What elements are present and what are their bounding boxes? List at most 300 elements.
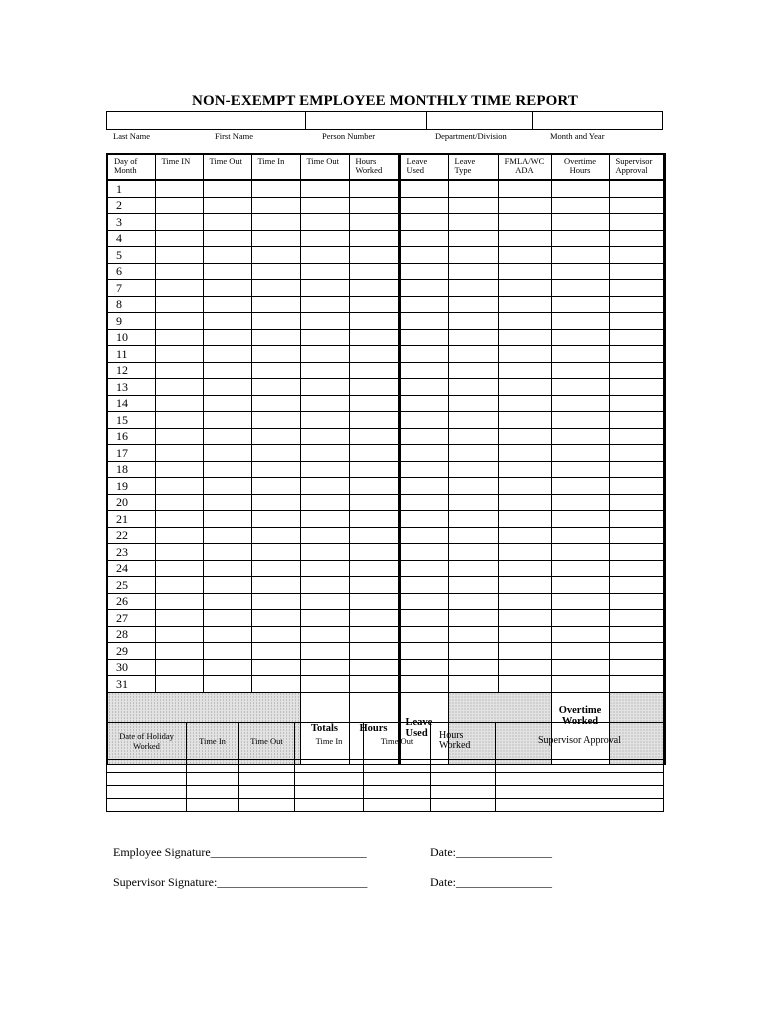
time-entry-cell[interactable]: [609, 362, 664, 379]
time-entry-cell[interactable]: [300, 180, 349, 197]
time-entry-cell[interactable]: [551, 676, 609, 693]
time-entry-cell[interactable]: [399, 461, 448, 478]
time-entry-cell[interactable]: [448, 180, 498, 197]
time-entry-cell[interactable]: [448, 544, 498, 561]
time-entry-cell[interactable]: [551, 593, 609, 610]
time-entry-cell[interactable]: [609, 346, 664, 363]
time-entry-cell[interactable]: [203, 461, 251, 478]
time-entry-cell[interactable]: [203, 527, 251, 544]
time-entry-cell[interactable]: [300, 478, 349, 495]
holiday-entry-cell[interactable]: [295, 773, 364, 786]
time-entry-cell[interactable]: [551, 494, 609, 511]
holiday-entry-cell[interactable]: [107, 773, 187, 786]
time-entry-cell[interactable]: [399, 263, 448, 280]
holiday-entry-cell[interactable]: [431, 760, 496, 773]
time-entry-cell[interactable]: [349, 247, 399, 264]
time-entry-cell[interactable]: [251, 313, 300, 330]
holiday-entry-cell[interactable]: [364, 773, 431, 786]
time-entry-cell[interactable]: [349, 643, 399, 660]
time-entry-cell[interactable]: [203, 346, 251, 363]
holiday-entry-cell[interactable]: [239, 799, 295, 812]
time-entry-cell[interactable]: [609, 247, 664, 264]
time-entry-cell[interactable]: [251, 643, 300, 660]
time-entry-cell[interactable]: [399, 313, 448, 330]
time-entry-cell[interactable]: [300, 511, 349, 528]
holiday-entry-cell[interactable]: [295, 786, 364, 799]
time-entry-cell[interactable]: [300, 676, 349, 693]
time-entry-cell[interactable]: [551, 577, 609, 594]
time-entry-cell[interactable]: [300, 329, 349, 346]
time-entry-cell[interactable]: [300, 362, 349, 379]
time-entry-cell[interactable]: [155, 362, 203, 379]
time-entry-cell[interactable]: [203, 247, 251, 264]
time-entry-cell[interactable]: [203, 643, 251, 660]
time-entry-cell[interactable]: [203, 180, 251, 197]
time-entry-cell[interactable]: [251, 511, 300, 528]
time-entry-cell[interactable]: [448, 626, 498, 643]
time-entry-cell[interactable]: [551, 461, 609, 478]
time-entry-cell[interactable]: [399, 544, 448, 561]
time-entry-cell[interactable]: [551, 329, 609, 346]
time-entry-cell[interactable]: [399, 445, 448, 462]
time-entry-cell[interactable]: [609, 643, 664, 660]
time-entry-cell[interactable]: [349, 544, 399, 561]
time-entry-cell[interactable]: [349, 230, 399, 247]
holiday-entry-cell[interactable]: [107, 760, 187, 773]
time-entry-cell[interactable]: [349, 577, 399, 594]
time-entry-cell[interactable]: [399, 296, 448, 313]
time-entry-cell[interactable]: [498, 214, 551, 231]
time-entry-cell[interactable]: [203, 445, 251, 462]
time-entry-cell[interactable]: [609, 412, 664, 429]
time-entry-cell[interactable]: [155, 214, 203, 231]
time-entry-cell[interactable]: [300, 247, 349, 264]
time-entry-cell[interactable]: [251, 412, 300, 429]
time-entry-cell[interactable]: [203, 230, 251, 247]
time-entry-cell[interactable]: [155, 379, 203, 396]
time-entry-cell[interactable]: [349, 313, 399, 330]
time-entry-cell[interactable]: [448, 643, 498, 660]
time-entry-cell[interactable]: [551, 296, 609, 313]
time-entry-cell[interactable]: [300, 230, 349, 247]
time-entry-cell[interactable]: [300, 379, 349, 396]
employee-signature-line[interactable]: Employee Signature__________________________: [113, 845, 367, 859]
time-entry-cell[interactable]: [399, 412, 448, 429]
time-entry-cell[interactable]: [551, 247, 609, 264]
time-entry-cell[interactable]: [498, 610, 551, 627]
time-entry-cell[interactable]: [300, 428, 349, 445]
holiday-entry-cell[interactable]: [187, 773, 239, 786]
time-entry-cell[interactable]: [609, 428, 664, 445]
time-entry-cell[interactable]: [609, 577, 664, 594]
time-entry-cell[interactable]: [609, 263, 664, 280]
time-entry-cell[interactable]: [448, 214, 498, 231]
time-entry-cell[interactable]: [155, 296, 203, 313]
time-entry-cell[interactable]: [399, 230, 448, 247]
time-entry-cell[interactable]: [203, 379, 251, 396]
time-entry-cell[interactable]: [551, 626, 609, 643]
time-entry-cell[interactable]: [448, 230, 498, 247]
time-entry-cell[interactable]: [498, 577, 551, 594]
time-entry-cell[interactable]: [609, 329, 664, 346]
time-entry-cell[interactable]: [399, 527, 448, 544]
time-entry-cell[interactable]: [251, 478, 300, 495]
time-entry-cell[interactable]: [251, 197, 300, 214]
time-entry-cell[interactable]: [203, 560, 251, 577]
time-entry-cell[interactable]: [609, 544, 664, 561]
time-entry-cell[interactable]: [498, 626, 551, 643]
time-entry-cell[interactable]: [300, 577, 349, 594]
time-entry-cell[interactable]: [498, 659, 551, 676]
time-entry-cell[interactable]: [251, 593, 300, 610]
holiday-entry-cell[interactable]: [187, 799, 239, 812]
time-entry-cell[interactable]: [399, 478, 448, 495]
time-entry-cell[interactable]: [155, 577, 203, 594]
time-entry-cell[interactable]: [399, 676, 448, 693]
time-entry-cell[interactable]: [399, 214, 448, 231]
time-entry-cell[interactable]: [551, 659, 609, 676]
time-entry-cell[interactable]: [609, 626, 664, 643]
time-entry-cell[interactable]: [349, 593, 399, 610]
time-entry-cell[interactable]: [251, 577, 300, 594]
time-entry-cell[interactable]: [551, 230, 609, 247]
time-entry-cell[interactable]: [551, 610, 609, 627]
time-entry-cell[interactable]: [498, 527, 551, 544]
time-entry-cell[interactable]: [609, 180, 664, 197]
time-entry-cell[interactable]: [203, 511, 251, 528]
time-entry-cell[interactable]: [349, 280, 399, 297]
time-entry-cell[interactable]: [251, 560, 300, 577]
time-entry-cell[interactable]: [551, 346, 609, 363]
time-entry-cell[interactable]: [609, 461, 664, 478]
time-entry-cell[interactable]: [399, 577, 448, 594]
time-entry-cell[interactable]: [498, 280, 551, 297]
employee-date-line[interactable]: Date:________________: [430, 845, 552, 859]
time-entry-cell[interactable]: [300, 643, 349, 660]
time-entry-cell[interactable]: [448, 593, 498, 610]
time-entry-cell[interactable]: [551, 197, 609, 214]
time-entry-cell[interactable]: [203, 676, 251, 693]
time-entry-cell[interactable]: [203, 544, 251, 561]
time-entry-cell[interactable]: [498, 395, 551, 412]
time-entry-cell[interactable]: [203, 659, 251, 676]
total-hours-cell[interactable]: Hours: [349, 692, 399, 764]
time-entry-cell[interactable]: [155, 626, 203, 643]
time-entry-cell[interactable]: [498, 461, 551, 478]
time-entry-cell[interactable]: [448, 197, 498, 214]
time-entry-cell[interactable]: [155, 527, 203, 544]
time-entry-cell[interactable]: [498, 478, 551, 495]
time-entry-cell[interactable]: [609, 379, 664, 396]
time-entry-cell[interactable]: [498, 247, 551, 264]
holiday-entry-cell[interactable]: [431, 799, 496, 812]
time-entry-cell[interactable]: [251, 527, 300, 544]
time-entry-cell[interactable]: [448, 296, 498, 313]
time-entry-cell[interactable]: [448, 346, 498, 363]
time-entry-cell[interactable]: [498, 494, 551, 511]
time-entry-cell[interactable]: [609, 494, 664, 511]
time-entry-cell[interactable]: [155, 329, 203, 346]
time-entry-cell[interactable]: [300, 445, 349, 462]
time-entry-cell[interactable]: [155, 478, 203, 495]
time-entry-cell[interactable]: [300, 214, 349, 231]
holiday-entry-cell[interactable]: [364, 786, 431, 799]
time-entry-cell[interactable]: [349, 263, 399, 280]
time-entry-cell[interactable]: [349, 445, 399, 462]
time-entry-cell[interactable]: [300, 346, 349, 363]
time-entry-cell[interactable]: [155, 643, 203, 660]
holiday-entry-cell[interactable]: [295, 799, 364, 812]
time-entry-cell[interactable]: [448, 478, 498, 495]
time-entry-cell[interactable]: [551, 313, 609, 330]
time-entry-cell[interactable]: [251, 214, 300, 231]
time-entry-cell[interactable]: [349, 494, 399, 511]
time-entry-cell[interactable]: [203, 494, 251, 511]
time-entry-cell[interactable]: [155, 395, 203, 412]
time-entry-cell[interactable]: [399, 280, 448, 297]
time-entry-cell[interactable]: [251, 230, 300, 247]
time-entry-cell[interactable]: [498, 379, 551, 396]
time-entry-cell[interactable]: [203, 577, 251, 594]
time-entry-cell[interactable]: [349, 180, 399, 197]
holiday-entry-cell[interactable]: [239, 786, 295, 799]
time-entry-cell[interactable]: [203, 593, 251, 610]
time-entry-cell[interactable]: [399, 659, 448, 676]
time-entry-cell[interactable]: [399, 560, 448, 577]
time-entry-cell[interactable]: [498, 197, 551, 214]
time-entry-cell[interactable]: [203, 428, 251, 445]
time-entry-cell[interactable]: [448, 412, 498, 429]
time-entry-cell[interactable]: [399, 197, 448, 214]
time-entry-cell[interactable]: [448, 676, 498, 693]
time-entry-cell[interactable]: [251, 296, 300, 313]
time-entry-cell[interactable]: [300, 197, 349, 214]
time-entry-cell[interactable]: [551, 362, 609, 379]
time-entry-cell[interactable]: [349, 610, 399, 627]
time-entry-cell[interactable]: [349, 412, 399, 429]
time-entry-cell[interactable]: [551, 511, 609, 528]
time-entry-cell[interactable]: [300, 626, 349, 643]
time-entry-cell[interactable]: [498, 445, 551, 462]
holiday-entry-cell[interactable]: [187, 760, 239, 773]
time-entry-cell[interactable]: [155, 610, 203, 627]
time-entry-cell[interactable]: [251, 626, 300, 643]
time-entry-cell[interactable]: [609, 676, 664, 693]
holiday-entry-cell[interactable]: [187, 786, 239, 799]
time-entry-cell[interactable]: [349, 626, 399, 643]
time-entry-cell[interactable]: [300, 412, 349, 429]
time-entry-cell[interactable]: [251, 461, 300, 478]
holiday-entry-cell[interactable]: [107, 799, 187, 812]
time-entry-cell[interactable]: [155, 412, 203, 429]
time-entry-cell[interactable]: [251, 247, 300, 264]
time-entry-cell[interactable]: [251, 346, 300, 363]
holiday-entry-cell[interactable]: [239, 760, 295, 773]
time-entry-cell[interactable]: [300, 593, 349, 610]
holiday-entry-cell[interactable]: [431, 786, 496, 799]
time-entry-cell[interactable]: [448, 280, 498, 297]
time-entry-cell[interactable]: [155, 593, 203, 610]
time-entry-cell[interactable]: [300, 560, 349, 577]
time-entry-cell[interactable]: [609, 610, 664, 627]
time-entry-cell[interactable]: [349, 478, 399, 495]
time-entry-cell[interactable]: [251, 445, 300, 462]
time-entry-cell[interactable]: [609, 478, 664, 495]
time-entry-cell[interactable]: [251, 395, 300, 412]
holiday-entry-cell[interactable]: [496, 773, 664, 786]
time-entry-cell[interactable]: [448, 610, 498, 627]
time-entry-cell[interactable]: [203, 362, 251, 379]
time-entry-cell[interactable]: [251, 329, 300, 346]
time-entry-cell[interactable]: [551, 544, 609, 561]
time-entry-cell[interactable]: [609, 214, 664, 231]
time-entry-cell[interactable]: [551, 214, 609, 231]
time-entry-cell[interactable]: [251, 676, 300, 693]
time-entry-cell[interactable]: [349, 659, 399, 676]
time-entry-cell[interactable]: [349, 395, 399, 412]
time-entry-cell[interactable]: [551, 379, 609, 396]
time-entry-cell[interactable]: [155, 197, 203, 214]
time-entry-cell[interactable]: [251, 362, 300, 379]
total-overtime-cell[interactable]: Overtime Worked: [551, 692, 609, 764]
time-entry-cell[interactable]: [349, 511, 399, 528]
time-entry-cell[interactable]: [448, 461, 498, 478]
time-entry-cell[interactable]: [251, 428, 300, 445]
holiday-entry-cell[interactable]: [496, 799, 664, 812]
holiday-entry-cell[interactable]: [295, 760, 364, 773]
time-entry-cell[interactable]: [448, 527, 498, 544]
time-entry-cell[interactable]: [300, 280, 349, 297]
time-entry-cell[interactable]: [155, 461, 203, 478]
time-entry-cell[interactable]: [349, 296, 399, 313]
supervisor-signature-line[interactable]: Supervisor Signature:_________________________: [113, 875, 368, 889]
time-entry-cell[interactable]: [251, 263, 300, 280]
holiday-entry-cell[interactable]: [239, 773, 295, 786]
time-entry-cell[interactable]: [203, 214, 251, 231]
time-entry-cell[interactable]: [498, 560, 551, 577]
time-entry-cell[interactable]: [203, 263, 251, 280]
time-entry-cell[interactable]: [300, 296, 349, 313]
time-entry-cell[interactable]: [498, 511, 551, 528]
time-entry-cell[interactable]: [498, 643, 551, 660]
time-entry-cell[interactable]: [448, 577, 498, 594]
time-entry-cell[interactable]: [399, 395, 448, 412]
time-entry-cell[interactable]: [203, 626, 251, 643]
time-entry-cell[interactable]: [203, 296, 251, 313]
time-entry-cell[interactable]: [551, 412, 609, 429]
time-entry-cell[interactable]: [155, 346, 203, 363]
time-entry-cell[interactable]: [609, 395, 664, 412]
time-entry-cell[interactable]: [498, 263, 551, 280]
time-entry-cell[interactable]: [498, 180, 551, 197]
holiday-entry-cell[interactable]: [364, 799, 431, 812]
time-entry-cell[interactable]: [155, 247, 203, 264]
time-entry-cell[interactable]: [349, 428, 399, 445]
time-entry-cell[interactable]: [609, 659, 664, 676]
time-entry-cell[interactable]: [155, 230, 203, 247]
time-entry-cell[interactable]: [448, 494, 498, 511]
time-entry-cell[interactable]: [203, 197, 251, 214]
time-entry-cell[interactable]: [203, 313, 251, 330]
time-entry-cell[interactable]: [399, 247, 448, 264]
time-entry-cell[interactable]: [251, 494, 300, 511]
time-entry-cell[interactable]: [203, 329, 251, 346]
time-entry-cell[interactable]: [203, 610, 251, 627]
time-entry-cell[interactable]: [609, 197, 664, 214]
time-entry-cell[interactable]: [448, 659, 498, 676]
time-entry-cell[interactable]: [300, 610, 349, 627]
time-entry-cell[interactable]: [448, 379, 498, 396]
time-entry-cell[interactable]: [399, 494, 448, 511]
time-entry-cell[interactable]: [498, 230, 551, 247]
holiday-entry-cell[interactable]: [496, 760, 664, 773]
holiday-entry-cell[interactable]: [496, 786, 664, 799]
time-entry-cell[interactable]: [498, 412, 551, 429]
supervisor-date-line[interactable]: Date:________________: [430, 875, 552, 889]
time-entry-cell[interactable]: [349, 527, 399, 544]
time-entry-cell[interactable]: [155, 511, 203, 528]
time-entry-cell[interactable]: [498, 362, 551, 379]
time-entry-cell[interactable]: [551, 395, 609, 412]
time-entry-cell[interactable]: [300, 395, 349, 412]
time-entry-cell[interactable]: [551, 445, 609, 462]
time-entry-cell[interactable]: [551, 263, 609, 280]
time-entry-cell[interactable]: [155, 544, 203, 561]
time-entry-cell[interactable]: [349, 329, 399, 346]
time-entry-cell[interactable]: [300, 263, 349, 280]
time-entry-cell[interactable]: [498, 346, 551, 363]
time-entry-cell[interactable]: [498, 329, 551, 346]
time-entry-cell[interactable]: [609, 445, 664, 462]
time-entry-cell[interactable]: [251, 180, 300, 197]
time-entry-cell[interactable]: [203, 395, 251, 412]
time-entry-cell[interactable]: [155, 494, 203, 511]
time-entry-cell[interactable]: [551, 180, 609, 197]
time-entry-cell[interactable]: [300, 544, 349, 561]
time-entry-cell[interactable]: [498, 428, 551, 445]
time-entry-cell[interactable]: [551, 527, 609, 544]
time-entry-cell[interactable]: [203, 412, 251, 429]
time-entry-cell[interactable]: [399, 511, 448, 528]
time-entry-cell[interactable]: [609, 296, 664, 313]
time-entry-cell[interactable]: [155, 313, 203, 330]
time-entry-cell[interactable]: [609, 560, 664, 577]
time-entry-cell[interactable]: [609, 280, 664, 297]
time-entry-cell[interactable]: [448, 511, 498, 528]
time-entry-cell[interactable]: [300, 461, 349, 478]
time-entry-cell[interactable]: [498, 676, 551, 693]
holiday-entry-cell[interactable]: [107, 786, 187, 799]
time-entry-cell[interactable]: [399, 329, 448, 346]
time-entry-cell[interactable]: [155, 445, 203, 462]
time-entry-cell[interactable]: [399, 610, 448, 627]
time-entry-cell[interactable]: [203, 478, 251, 495]
time-entry-cell[interactable]: [251, 379, 300, 396]
time-entry-cell[interactable]: [399, 379, 448, 396]
time-entry-cell[interactable]: [609, 511, 664, 528]
time-entry-cell[interactable]: [448, 313, 498, 330]
time-entry-cell[interactable]: [155, 659, 203, 676]
time-entry-cell[interactable]: [551, 280, 609, 297]
holiday-entry-cell[interactable]: [431, 773, 496, 786]
time-entry-cell[interactable]: [349, 461, 399, 478]
time-entry-cell[interactable]: [251, 610, 300, 627]
time-entry-cell[interactable]: [155, 263, 203, 280]
time-entry-cell[interactable]: [498, 313, 551, 330]
time-entry-cell[interactable]: [551, 643, 609, 660]
time-entry-cell[interactable]: [551, 428, 609, 445]
time-entry-cell[interactable]: [448, 445, 498, 462]
